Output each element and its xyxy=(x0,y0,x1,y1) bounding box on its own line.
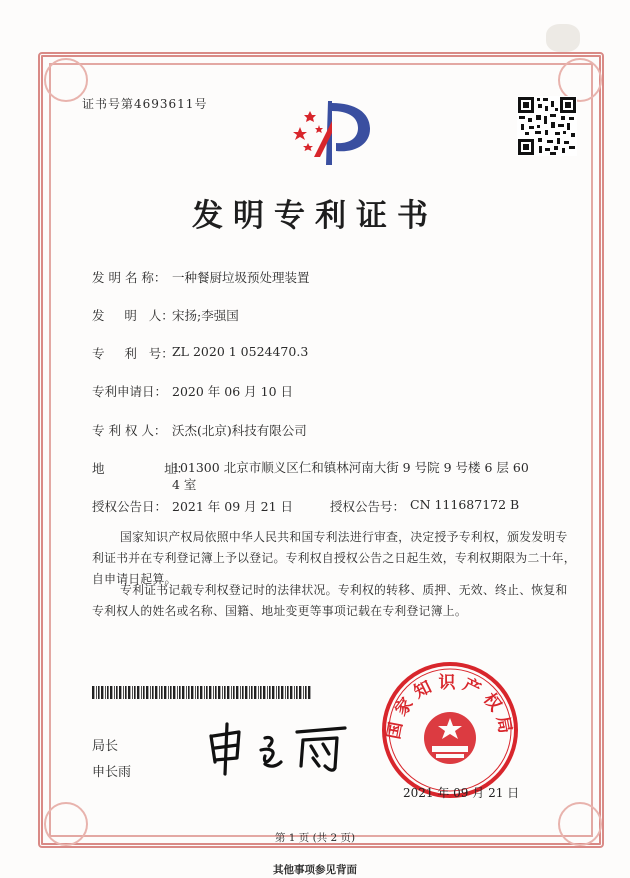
director-signature xyxy=(205,718,355,778)
field-value: 2020 年 06 月 10 日 xyxy=(172,384,293,399)
field-grant-number xyxy=(330,497,519,515)
field-patent-number xyxy=(92,344,308,362)
field-label: 专 利 权 人： xyxy=(92,423,167,438)
back-note: 其他事项参见背面 xyxy=(273,864,357,876)
field-value xyxy=(172,459,529,493)
certificate-number: 证书号第4693611号 xyxy=(82,97,208,111)
field-label: 发 明 人： xyxy=(92,308,174,323)
certificate-title: 发明专利证书 xyxy=(192,198,438,234)
field-label: 授权公告号： xyxy=(330,499,406,514)
field-value: 一种餐厨垃圾预处理装置 xyxy=(172,270,310,285)
field-application-date xyxy=(92,382,293,400)
qr-code xyxy=(517,96,577,156)
field-address xyxy=(92,459,529,493)
director-title: 局长 xyxy=(92,739,119,754)
grant-statement-paragraph: 国家知识产权局依照中华人民共和国专利法进行审查，决定授予专利权，颁发发明专利证书并在专利登记簿上予以登记。专利权自授权公告之日起生效，专利权期限为二十年，自申请日起算。 xyxy=(92,530,576,586)
field-patentee xyxy=(92,421,307,439)
paper-stain xyxy=(546,24,580,52)
field-label: 专 利 号： xyxy=(92,346,174,361)
field-inventors xyxy=(92,306,239,324)
legal-status-paragraph: 专利证书记载专利权登记时的法律状况。专利权的转移、质押、无效、终止、恢复和专利权人的姓名或名称、国籍、地址变更等事项记载在专利登记簿上。 xyxy=(92,583,568,618)
director-name: 申长雨 xyxy=(92,765,132,780)
barcode xyxy=(92,686,314,699)
field-label: 地 址： xyxy=(92,461,190,476)
field-label: 发 明 名 称： xyxy=(92,270,167,285)
seal-date: 2021 年 09 月 21 日 xyxy=(403,786,520,800)
svg-text:国家知识产权局: 国家知识产权局 xyxy=(383,672,517,741)
field-value: 宋扬;李强国 xyxy=(172,308,239,323)
page-number: 第 1 页 (共 2 页) xyxy=(274,832,356,844)
field-value: 沃杰(北京)科技有限公司 xyxy=(172,423,307,438)
field-label: 专利申请日： xyxy=(92,384,168,399)
field-invention-name xyxy=(92,268,310,286)
address-line-1: 101300 北京市顺义区仁和镇林河南大街 9 号院 9 号楼 6 层 60 xyxy=(172,460,529,475)
cnipa-logo xyxy=(286,95,382,171)
field-grant-date xyxy=(92,497,293,515)
official-seal xyxy=(380,660,520,800)
field-value: 2021 年 09 月 21 日 xyxy=(172,499,293,514)
field-label: 授权公告日： xyxy=(92,499,168,514)
field-value: CN 111687172 B xyxy=(410,497,520,512)
address-line-2: 4 室 xyxy=(172,477,197,492)
field-value: ZL 2020 1 0524470.3 xyxy=(172,344,309,359)
